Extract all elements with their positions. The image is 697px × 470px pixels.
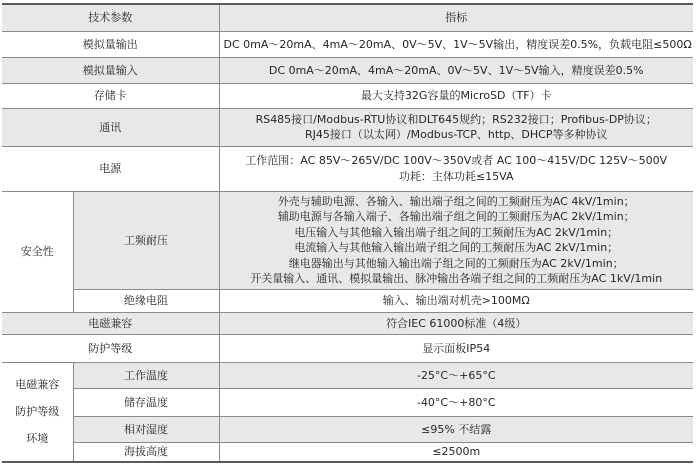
- env-group-label: [2, 362, 73, 462]
- communication-value: [219, 108, 693, 146]
- row-communication: [2, 108, 693, 146]
- altitude-value: ≤2500m: [219, 442, 693, 462]
- protection-label: 防护等级: [2, 334, 219, 362]
- row-emc: [2, 312, 693, 334]
- row-storage-card: [2, 83, 693, 108]
- env-group-line3: 环境: [26, 432, 49, 446]
- row-analog-input: [2, 57, 693, 83]
- power-supply-value-line2: 功耗：主体功耗≤15VA: [398, 169, 514, 183]
- emc-value: 符合IEC 61000标准（4级）: [219, 312, 693, 334]
- analog-output-label: 模拟量输出: [2, 31, 219, 57]
- row-power-supply: [2, 146, 693, 191]
- env-group-line1: 电磁兼容: [15, 378, 60, 392]
- hipot-label: 工频耐压: [73, 191, 219, 289]
- analog-input-value: DC 0mA～20mA、4mA～20mA、0V～5V、1V～5V输入，精度误差0.5%: [219, 57, 693, 83]
- hipot-value-line4: 电流输入与其他输入输出端子组之间的工频耐压为AC 2kV/1min；: [294, 241, 619, 254]
- insulation-label: 绝缘电阻: [73, 289, 219, 312]
- insulation-value: 输入、输出端对机壳>100MΩ: [219, 289, 693, 312]
- table-header-row: [2, 4, 693, 31]
- communication-value-line2: RJ45接口（以太网）/Modbus-TCP、http、DHCP等多种协议: [305, 128, 608, 141]
- storage-card-value: 最大支持32G容量的MicroSD（TF）卡: [219, 83, 693, 108]
- header-indicator: 指标: [219, 4, 693, 31]
- storage-card-label: 存储卡: [2, 83, 219, 108]
- row-insulation: [2, 289, 693, 312]
- communication-label: 通讯: [2, 108, 219, 146]
- row-hipot: [2, 191, 693, 289]
- row-altitude: [2, 442, 693, 462]
- row-working-temp: [2, 362, 693, 388]
- hipot-value-line5: 继电器输出与其他输入输出端子组之间的工频耐压为AC 2kV/1min；: [288, 256, 624, 270]
- row-protection: [2, 334, 693, 362]
- storage-temp-value: -40°C～+80°C: [219, 388, 693, 416]
- altitude-label: 海拔高度: [73, 442, 219, 462]
- spec-table: [2, 3, 693, 463]
- row-humidity: [2, 416, 693, 442]
- hipot-value-line3: 电压输入与其他输入输出端子组之间的工频耐压为AC 2kV/1min；: [294, 225, 619, 239]
- hipot-value-line2: 辅助电源与各输入端子、各输出端子组之间的工频耐压为AC 2kV/1min；: [277, 210, 635, 223]
- working-temp-value: -25°C～+65°C: [219, 362, 693, 388]
- hipot-value-line6: 开关量输入、通讯、模拟量输出、脉冲输出各端子组之间的工频耐压为AC 1kV/1min: [250, 272, 663, 285]
- hipot-value: [219, 191, 693, 289]
- analog-output-value: DC 0mA～20mA、4mA～20mA、0V～5V、1V～5V输出，精度误差0.5%，负载电阻≤500Ω: [219, 31, 693, 57]
- power-supply-value: [219, 146, 693, 191]
- power-supply-value-line1: 工作范围：AC 85V～265V/DC 100V～350V或者 AC 100～415V/DC 125V～500V: [245, 154, 668, 167]
- communication-value-line1: RS485接口/Modbus-RTU协议和DLT645规约；RS232接口；Profibus-DP协议；: [255, 112, 657, 126]
- row-analog-output: [2, 31, 693, 57]
- humidity-label: 相对湿度: [73, 416, 219, 442]
- analog-input-label: 模拟量输入: [2, 57, 219, 83]
- row-storage-temp: [2, 388, 693, 416]
- emc-label: 电磁兼容: [2, 312, 219, 334]
- storage-temp-label: 储存温度: [73, 388, 219, 416]
- power-supply-label: 电源: [2, 146, 219, 191]
- humidity-value: ≤95% 不结露: [219, 416, 693, 442]
- header-param: 技术参数: [2, 4, 219, 31]
- protection-value: 显示面板IP54: [219, 334, 693, 362]
- safety-group-label: 安全性: [2, 191, 73, 312]
- hipot-value-line1: 外壳与辅助电源、各输入、输出端子组之间的工频耐压为AC 4kV/1min；: [277, 194, 635, 208]
- env-group-line2: 防护等级: [15, 405, 60, 419]
- working-temp-label: 工作温度: [73, 362, 219, 388]
